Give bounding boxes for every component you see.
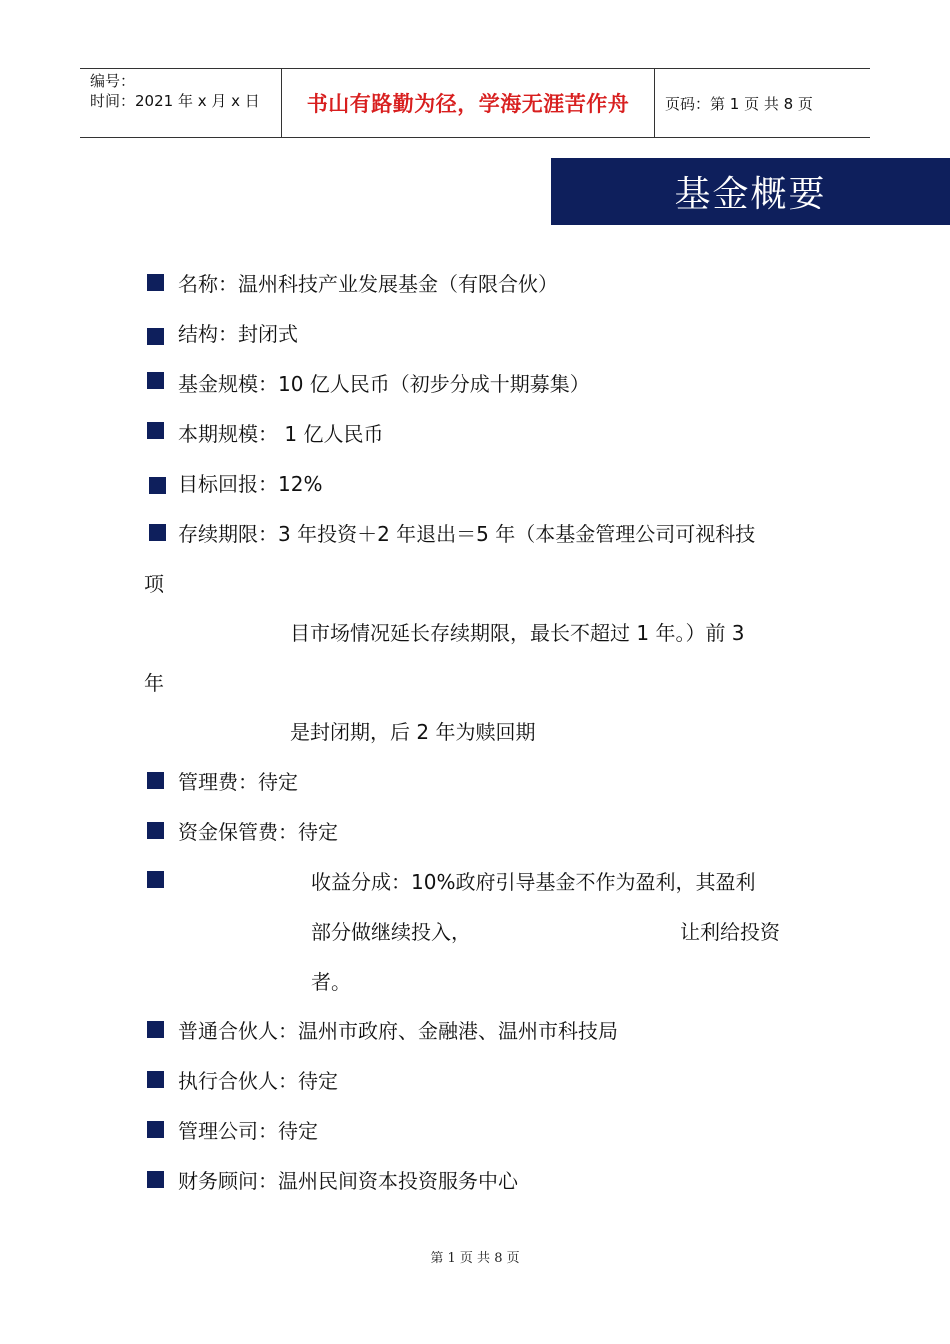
item-general-partner: 普通合伙人：温州市政府、金融港、温州市科技局: [178, 1019, 618, 1043]
bullet-square-icon: [147, 1121, 164, 1138]
page-title: 基金概要: [674, 174, 827, 215]
item-custody-fee: 资金保管费：待定: [178, 820, 338, 844]
bullet-square-icon: [147, 1171, 164, 1188]
page-info: 页码：第 1 页 共 8 页: [665, 94, 813, 113]
bullet-square-icon: [147, 822, 164, 839]
item-duration-wrap1: 项: [144, 572, 164, 596]
item-duration-line1: 存续期限：3 年投资＋2 年退出＝5 年（本基金管理公司可视科技: [178, 522, 756, 546]
item-profit-line3: 者。: [311, 970, 351, 994]
item-management-fee: 管理费：待定: [178, 770, 298, 794]
item-structure: 结构：封闭式: [178, 322, 298, 346]
item-duration-line2: 目市场情况延长存续期限，最长不超过 1 年。）前 3: [290, 621, 745, 645]
item-duration-wrap2: 年: [144, 671, 164, 695]
motto: 书山有路勤为径，学海无涯苦作舟: [306, 91, 630, 116]
title-banner: [551, 158, 950, 225]
item-name: 名称：温州科技产业发展基金（有限合伙）: [178, 272, 558, 296]
item-financial-advisor: 财务顾问：温州民间资本投资服务中心: [178, 1169, 518, 1193]
header-page-info: [655, 69, 870, 137]
item-profit-line2b: 让利给投资: [680, 920, 780, 944]
bullet-square-icon: [147, 422, 164, 439]
bullet-square-icon: [147, 772, 164, 789]
item-target-return: 目标回报：12%: [178, 472, 323, 496]
bullet-square-icon: [147, 1021, 164, 1038]
bullet-square-icon: [147, 274, 164, 291]
bullet-square-icon: [147, 372, 164, 389]
item-fund-size: 基金规模：10 亿人民币（初步分成十期募集）: [178, 372, 590, 396]
item-profit-line1: 收益分成：10%政府引导基金不作为盈利，其盈利: [311, 870, 756, 894]
page-footer: 第 1 页 共 8 页: [430, 1251, 520, 1266]
bullet-square-icon: [149, 477, 166, 494]
item-profit-line2a: 部分做继续投入，: [311, 920, 471, 944]
date-text: 时间：2021 年 x 月 x 日: [90, 92, 260, 110]
bullet-square-icon: [147, 871, 164, 888]
document-header: [80, 68, 870, 138]
item-duration-line3: 是封闭期，后 2 年为赎回期: [290, 720, 536, 744]
item-current-size: 本期规模： 1 亿人民币: [178, 422, 384, 446]
bullet-square-icon: [147, 1071, 164, 1088]
item-executive-partner: 执行合伙人：待定: [178, 1069, 338, 1093]
header-meta: [80, 69, 282, 137]
header-motto-cell: [282, 69, 655, 137]
bullet-square-icon: [147, 328, 164, 345]
item-management-company: 管理公司：待定: [178, 1119, 318, 1143]
bullet-square-icon: [149, 524, 166, 541]
serial-number: 编号：: [90, 72, 136, 90]
